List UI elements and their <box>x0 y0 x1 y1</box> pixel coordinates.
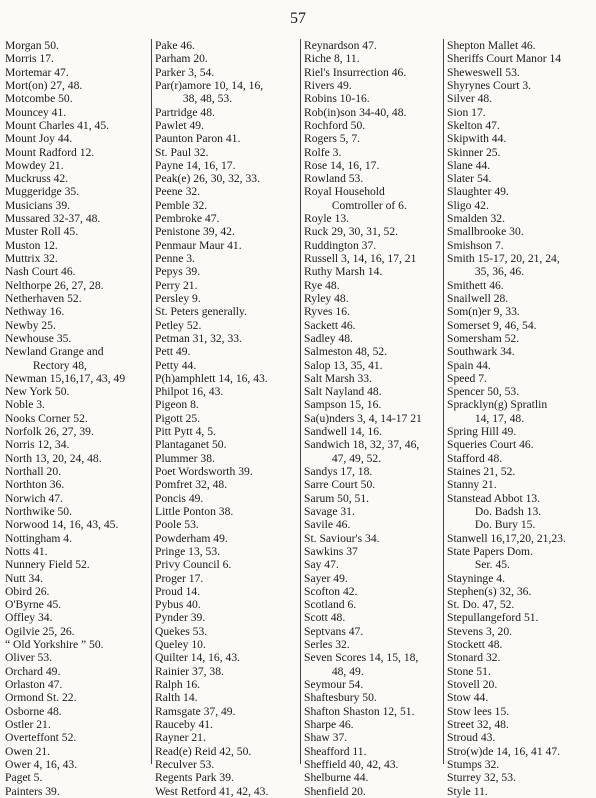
index-entry-continuation: 48, 49. <box>331 664 364 678</box>
index-entry: Petman 31, 32, 33. <box>155 331 242 345</box>
index-entry: Persley 9. <box>155 291 201 305</box>
index-entry: Proger 17. <box>155 571 204 585</box>
index-entry: Rose 14, 16, 17. <box>304 158 380 172</box>
page-number: 57 <box>290 10 306 27</box>
index-entry: Style 11. <box>447 784 488 798</box>
index-entry-continuation: Ser. 45. <box>474 558 510 572</box>
index-entry: Paget 5. <box>5 771 43 785</box>
index-entry: Seven Scores 14, 15, 18, <box>304 651 419 665</box>
index-entry: Shaftesbury 50. <box>304 691 377 705</box>
index-entry: Stepullangeford 51. <box>447 611 539 625</box>
index-entry: Ostler 21. <box>5 717 51 731</box>
index-entry: Sampson 15, 16. <box>304 398 382 412</box>
index-entry: Smishson 7. <box>447 238 504 252</box>
index-entry: Queley 10. <box>155 638 206 652</box>
index-entry: Stow 44. <box>447 691 489 705</box>
index-entry: Pomfret 32, 48. <box>155 478 228 492</box>
index-entry: Ruck 29, 30, 31, 52. <box>304 225 399 239</box>
index-entry: Silver 48. <box>447 92 493 106</box>
index-entry: Reculver 53. <box>155 757 215 771</box>
index-entry-continuation: Rectory 48, <box>32 358 87 372</box>
index-entry: Pawlet 49. <box>155 118 204 132</box>
index-entry: Parham 20. <box>155 52 208 66</box>
index-entry: Stephen(s) 32, 36. <box>447 584 532 598</box>
index-entry: Plummer 38. <box>155 451 215 465</box>
index-entry: Little Ponton 38. <box>155 504 234 518</box>
index-entry: Salt Marsh 33. <box>304 371 372 385</box>
index-entry: Overteffont 52. <box>5 731 77 745</box>
column-divider <box>443 39 444 764</box>
index-entry: Sandwell 14, 16. <box>304 425 382 439</box>
index-entry: St. Saviour's 34. <box>304 531 380 545</box>
index-entry: Offley 34. <box>5 611 53 625</box>
index-entry: Spracklyn(g) Spratlin <box>447 398 548 412</box>
index-entry: Osborne 48. <box>5 704 62 718</box>
index-entry: Sheweswell 53. <box>447 65 520 79</box>
index-entry: Stonard 32. <box>447 651 501 665</box>
index-entry: Obird 26. <box>5 584 50 598</box>
index-entry: Painters 39. <box>5 784 60 798</box>
index-entry: Musicians 39. <box>5 198 71 212</box>
column-divider <box>300 39 301 764</box>
index-entry: Ormond St. 22. <box>5 691 77 705</box>
index-entry: Rayner 21. <box>155 731 206 745</box>
index-entry: Pringe 13, 53. <box>155 544 221 558</box>
index-entry: Sa(u)nders 3, 4, 14-17 21 <box>304 411 422 425</box>
index-entry: Salmeston 48, 52. <box>304 345 388 359</box>
index-entry: Slater 54. <box>447 172 492 186</box>
index-entry: Sligo 42. <box>447 198 489 212</box>
index-entry-continuation: Do. Bury 15. <box>474 518 536 532</box>
index-entry: Mount Joy 44. <box>5 132 73 146</box>
index-column-3 <box>304 39 442 798</box>
index-entry: Spring Hill 49. <box>447 425 517 439</box>
index-entry: Muster Roll 45. <box>5 225 79 239</box>
index-entry: Stanny 21. <box>447 478 497 492</box>
index-entry: Newman 15,16,17, 43, 49 <box>5 371 126 385</box>
index-entry: Rochford 50. <box>304 118 366 132</box>
index-entry: Scott 48. <box>304 611 346 625</box>
index-entry: Snailwell 28. <box>447 291 509 305</box>
index-entry: Royal Household <box>304 185 385 199</box>
index-entry: Shafton Shaston 12, 51. <box>304 704 415 718</box>
index-entry: Stumps 32. <box>447 757 500 771</box>
index-entry: Smithett 46. <box>447 278 504 292</box>
index-entry: Staines 21, 52. <box>447 465 516 478</box>
index-entry: Seymour 54. <box>304 678 364 691</box>
index-entry: Norris 12, 34. <box>5 438 70 452</box>
index-entry: Owen 21. <box>5 744 51 758</box>
index-entry: Rowland 53. <box>304 172 364 186</box>
index-entry: Salt Nayland 48. <box>304 385 382 399</box>
index-entry: Regents Park 39. <box>155 771 234 785</box>
index-entry-continuation: Comtroller of 6. <box>331 198 407 212</box>
index-entry: Sharpe 46. <box>304 717 354 731</box>
index-entry: Mount Charles 41, 45. <box>5 118 110 132</box>
index-entry: Motcombe 50. <box>5 92 73 106</box>
index-entry: Mouncey 41. <box>5 105 67 119</box>
index-entry: Shyrynes Court 3. <box>447 78 532 92</box>
index-entry: Spain 44. <box>447 358 491 372</box>
index-entry: Sheafford 11. <box>304 744 367 758</box>
index-entry: Northall 20. <box>5 465 62 478</box>
index-entry: Payne 14, 16, 17. <box>155 158 236 172</box>
index-entry: Pepys 39. <box>155 265 201 279</box>
index-entry: Muggeridge 35. <box>5 185 80 199</box>
index-entry-continuation: 47, 49, 52. <box>331 451 382 465</box>
index-entry: Smalden 32. <box>447 212 505 226</box>
index-entry: West Retford 41, 42, 43. <box>155 784 269 798</box>
index-entry: Ramsgate 37, 49. <box>155 704 236 718</box>
index-entry: Pitt Pytt 4, 5. <box>155 425 216 439</box>
index-entry-continuation: Do. Badsh 13. <box>474 504 542 518</box>
index-entry: Plantaganet 50. <box>155 438 227 452</box>
index-entry-continuation: 14, 17, 48. <box>474 411 525 425</box>
index-entry: Penne 3. <box>155 252 195 265</box>
index-entry: Sackett 46. <box>304 318 356 332</box>
index-entry: Ruthy Marsh 14. <box>304 265 383 279</box>
index-entry: St. Paul 32. <box>155 145 209 159</box>
index-entry: Penmaur Maur 41. <box>155 238 242 252</box>
index-entry: North 13, 20, 24, 48. <box>5 451 102 465</box>
index-entry: Sheffield 40, 42, 43. <box>304 757 399 771</box>
index-entry: Norfolk 26, 27, 39. <box>5 425 94 439</box>
index-entry: Peene 32. <box>155 185 201 199</box>
index-entry: Sandys 17, 18. <box>304 465 373 478</box>
index-entry: Quekes 53. <box>155 624 208 638</box>
index-entry: Pigott 25. <box>155 411 201 425</box>
index-entry: Rye 48. <box>304 278 340 292</box>
index-entry: Sandwich 18, 32, 37, 46, <box>304 438 420 452</box>
index-entry: O'Byrne 45. <box>5 598 62 612</box>
index-entry: Russell 3, 14, 16, 17, 21 <box>304 252 417 265</box>
index-entry: Stroud 43. <box>447 731 496 745</box>
index-entry: Mount Radford 12. <box>5 145 95 159</box>
index-entry: Ralph 16. <box>155 678 201 691</box>
index-entry: Pett 49. <box>155 345 191 359</box>
index-entry: Mowdey 21. <box>5 158 64 172</box>
index-entry: Proud 14. <box>155 584 201 598</box>
index-entry: Southwark 34. <box>447 345 515 359</box>
index-entry: Rob(in)son 34-40, 48. <box>304 105 407 119</box>
index-entry-continuation: 38, 48, 53. <box>182 92 233 106</box>
index-entry: Orchard 49. <box>5 664 61 678</box>
index-entry: Sarre Court 50. <box>304 478 376 492</box>
index-entry: Rauceby 41. <box>155 717 213 731</box>
index-entry: Smith 15-17, 20, 21, 24, <box>447 252 560 265</box>
index-entry: Sheriffs Court Manor 14 <box>447 52 562 66</box>
index-entry: Scofton 42. <box>304 584 358 598</box>
column-divider <box>151 39 152 764</box>
index-entry: Ower 4, 16, 43. <box>5 757 78 771</box>
index-entry: Sawkins 37 <box>304 544 358 558</box>
index-entry: Pigeon 8. <box>155 398 199 412</box>
index-entry: Northton 36. <box>5 478 65 492</box>
index-entry: Somerset 9, 46, 54. <box>447 318 537 332</box>
index-entry: Pynder 39. <box>155 611 206 625</box>
index-entry: Skinner 25. <box>447 145 501 159</box>
index-entry: Poet Wordsworth 39. <box>155 465 253 478</box>
index-entry: Slane 44. <box>447 158 491 172</box>
index-entry: Stow lees 15. <box>447 704 510 718</box>
index-entry: Rivers 49. <box>304 78 352 92</box>
index-entry: Quilter 14, 16, 43. <box>155 651 241 665</box>
index-entry: Stone 51. <box>447 664 491 678</box>
index-entry: Norwich 47. <box>5 491 63 505</box>
index-entry: St. Peters generally. <box>155 305 247 319</box>
index-entry: Smallbrooke 30. <box>447 225 524 239</box>
index-entry: Royle 13. <box>304 212 350 226</box>
index-entry: Squeries Court 46. <box>447 438 534 452</box>
index-entry: Powderham 49. <box>155 531 228 545</box>
index-entry: Newhouse 35. <box>5 331 72 345</box>
index-entry: Oliver 53. <box>5 651 53 665</box>
index-entry: Nutt 34. <box>5 571 44 585</box>
index-entry: Orlaston 47. <box>5 678 63 691</box>
index-entry: Rogers 5, 7. <box>304 132 361 146</box>
index-entry: Scotland 6. <box>304 598 357 612</box>
index-entry: Speed 7. <box>447 371 487 385</box>
index-entry: Ryves 16. <box>304 305 350 319</box>
index-entry: Pake 46. <box>155 39 195 52</box>
index-entry: Skelton 47. <box>447 118 500 132</box>
index-entry: “ Old Yorkshire ” 50. <box>5 638 104 652</box>
index-entry: Nunnery Field 52. <box>5 558 90 572</box>
index-entry: Muckruss 42. <box>5 172 69 186</box>
index-entry: New York 50. <box>5 385 70 399</box>
index-entry: Street 32, 48. <box>447 717 509 731</box>
index-entry: Paunton Paron 41. <box>155 132 241 146</box>
index-entry: Morris 17. <box>5 52 54 66</box>
index-entry: Sayer 49. <box>304 571 348 585</box>
index-entry: Petty 44. <box>155 358 197 372</box>
index-entry: Pemble 32. <box>155 198 208 212</box>
index-entry: Savage 31. <box>304 504 355 518</box>
index-entry: Shelburne 44. <box>304 771 369 785</box>
index-entry: Rainier 37, 38. <box>155 664 224 678</box>
index-entry: Salop 13, 35, 41. <box>304 358 383 372</box>
index-entry: Som(n)er 9, 33. <box>447 305 520 319</box>
index-entry: Stockett 48. <box>447 638 503 652</box>
index-entry: Ralth 14. <box>155 691 198 705</box>
index-entry: Mortemar 47. <box>5 65 69 79</box>
index-entry: Muttrix 32. <box>5 252 58 265</box>
index-entry: Noble 3. <box>5 398 45 412</box>
index-entry: Ryley 48. <box>304 291 349 305</box>
index-entry-continuation: 35, 36, 46. <box>474 265 525 279</box>
index-entry: Mort(on) 27, 48. <box>5 78 83 92</box>
index-entry: Petley 52. <box>155 318 202 332</box>
index-entry: Nash Court 46. <box>5 265 76 279</box>
index-entry: Nooks Corner 52. <box>5 411 88 425</box>
index-entry: Northwike 50. <box>5 504 72 518</box>
index-entry: Sadley 48. <box>304 331 353 345</box>
index-entry: Newby 25. <box>5 318 56 332</box>
index-entry: Privy Council 6. <box>155 558 232 572</box>
index-entry: Stanstead Abbot 13. <box>447 491 541 505</box>
index-entry: Stovell 20. <box>447 678 498 691</box>
index-entry: Notts 41. <box>5 544 48 558</box>
index-entry: Spencer 50, 53. <box>447 385 520 399</box>
index-entry: Stevens 3, 20. <box>447 624 513 638</box>
index-entry: Say 47. <box>304 558 339 572</box>
index-entry: Ogilvie 25, 26. <box>5 624 75 638</box>
index-entry: Sturrey 32, 53. <box>447 771 516 785</box>
index-entry: Poole 53. <box>155 518 199 532</box>
index-entry: Septvans 47. <box>304 624 364 638</box>
index-entry: Pembroke 47. <box>155 212 220 226</box>
index-entry: Philpot 16, 43. <box>155 385 224 399</box>
index-column-2 <box>155 39 299 798</box>
index-entry: Norwood 14, 16, 43, 45. <box>5 518 119 532</box>
index-entry: Shenfield 20. <box>304 784 366 798</box>
index-entry: Riel's Insurrection 46. <box>304 65 407 79</box>
index-entry: Slaughter 49. <box>447 185 509 199</box>
index-entry: Read(e) Reid 42, 50. <box>155 744 252 758</box>
index-entry: Robins 10-16. <box>304 92 370 106</box>
index-entry: Sarum 50, 51. <box>304 491 370 505</box>
index-entry: Ruddington 37. <box>304 238 377 252</box>
index-entry: Pybus 40. <box>155 598 201 612</box>
index-entry: Stafford 48. <box>447 451 503 465</box>
index-entry: Muston 12. <box>5 238 58 252</box>
index-entry: Riche 8, 11. <box>304 52 360 66</box>
index-entry: Stanwell 16,17,20, 21,23. <box>447 531 566 545</box>
index-column-1 <box>5 39 149 798</box>
index-entry: Sion 17. <box>447 105 486 119</box>
index-entry: Parker 3, 54. <box>155 65 215 79</box>
index-entry: Rolfe 3. <box>304 145 342 159</box>
index-entry: Penistone 39, 42. <box>155 225 235 239</box>
index-entry: Morgan 50. <box>5 39 59 52</box>
index-entry: State Papers Dom. <box>447 544 533 558</box>
index-entry: P(h)amphlett 14, 16, 43. <box>155 371 268 385</box>
index-entry: Serles 32. <box>304 638 350 652</box>
index-entry: Netherhaven 52. <box>5 291 82 305</box>
index-entry: Perry 21. <box>155 278 198 292</box>
index-entry: Mussared 32-37, 48. <box>5 212 101 226</box>
index-entry: Somersham 52. <box>447 331 520 345</box>
index-entry: Savile 46. <box>304 518 351 532</box>
index-column-4 <box>447 39 596 798</box>
index-entry: Partridge 48. <box>155 105 215 119</box>
index-entry: Poncis 49. <box>155 491 204 505</box>
index-entry: Stro(w)de 14, 16, 41 47. <box>447 744 561 758</box>
index-entry: Shaw 37. <box>304 731 348 745</box>
index-entry: Par(r)amore 10, 14, 16, <box>155 78 264 92</box>
index-entry: St. Do. 47, 52. <box>447 598 515 612</box>
index-entry: Newland Grange and <box>5 345 104 359</box>
index-entry: Reynardson 47. <box>304 39 377 52</box>
index-entry: Nelthorpe 26, 27, 28. <box>5 278 104 292</box>
index-entry: Shepton Mallet 46. <box>447 39 536 52</box>
index-entry: Nethway 16. <box>5 305 65 319</box>
index-entry: Skipwith 44. <box>447 132 507 146</box>
index-entry: Stayninge 4. <box>447 571 505 585</box>
index-entry: Peak(e) 26, 30, 32, 33. <box>155 172 260 186</box>
index-entry: Nottingham 4. <box>5 531 72 545</box>
